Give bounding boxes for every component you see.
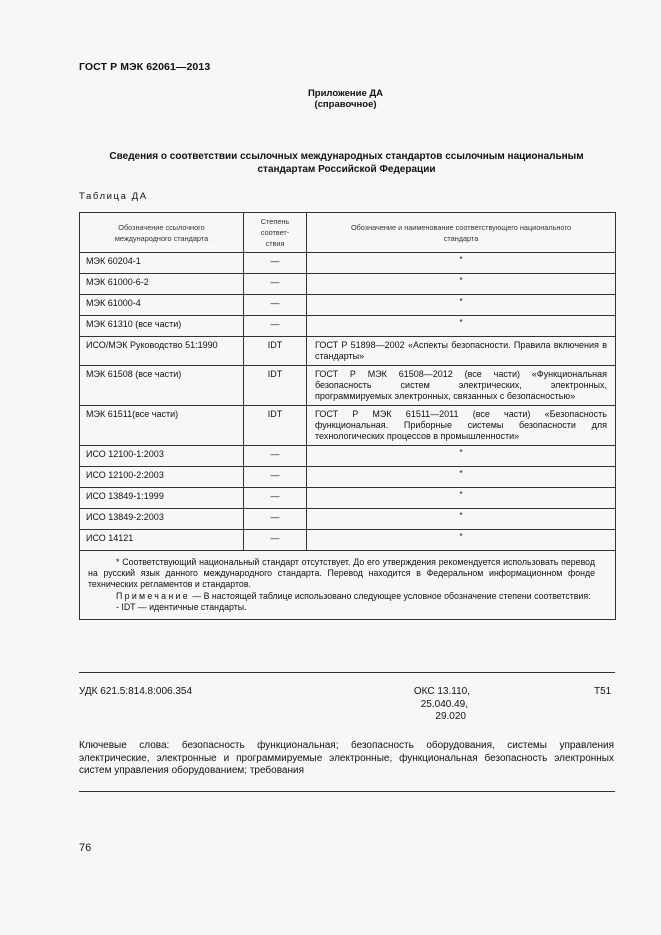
correspondence-table (79, 212, 616, 620)
cell-national: ГОСТ Р МЭК 61511—2011 (все части) «Безопасность функциональная. Приборные системы безопасности для технологических процессов в промышленности» (307, 406, 616, 446)
cell-international: ИСО 12100-2:2003 (80, 467, 244, 488)
cell-national: * (307, 509, 616, 530)
cell-national: ГОСТ Р 51898—2002 «Аспекты безопасности. Правила включения в стандарты» (307, 337, 616, 366)
note-item: - IDT — идентичные стандарты. (116, 601, 247, 612)
table-caption: Таблица ДА (79, 191, 148, 202)
cell-degree: IDT (244, 337, 307, 366)
table-notes-row (80, 551, 616, 620)
table-row (80, 337, 616, 366)
cell-international: МЭК 60204-1 (80, 253, 244, 274)
cell-international: ИСО 12100-1:2003 (80, 446, 244, 467)
oks-line: 25.040.49, (420, 698, 468, 710)
cell-international: МЭК 61000-4 (80, 295, 244, 316)
footer-divider-bottom (79, 791, 615, 792)
cell-degree: — (244, 295, 307, 316)
table-row (80, 509, 616, 530)
cell-degree: — (244, 509, 307, 530)
section-title (79, 150, 614, 176)
udk-code: УДК 621.5:814.8:006.354 (79, 686, 193, 697)
table-row (80, 467, 616, 488)
cell-international: МЭК 61508 (все части) (80, 366, 244, 406)
table-row (80, 274, 616, 295)
cell-national: * (307, 467, 616, 488)
header-degree: Степень соответ-ствия (244, 213, 307, 253)
cell-international: ИСО 14121 (80, 530, 244, 551)
document-header: ГОСТ Р МЭК 62061—2013 (79, 61, 211, 73)
oks-line: 29.020 (435, 711, 466, 722)
cell-degree: — (244, 446, 307, 467)
page-number: 76 (79, 842, 92, 854)
section-title-line1: Сведения о соответствии ссылочных международных стандартов ссылочным национальным (109, 151, 584, 162)
section-title-line2: стандартам Российской Федерации (257, 164, 436, 175)
table-row (80, 530, 616, 551)
footer-divider-top (79, 672, 615, 673)
footnote: * Соответствующий национальный стандарт отсутствует. До его утверждения рекомендуется использовать перевод на русский язык данного международного стандарта. Перевод находится в Федеральном информационном фонде технических регламентов и стандартов. (88, 557, 595, 590)
keywords: Ключевые слова: безопасность функциональная; безопасность оборудования, системы управления электрические, электронные и программируемые электронные, функциональная безопасность электронных систем управления оборудованием; требования (79, 740, 614, 776)
cell-degree: — (244, 488, 307, 509)
table-row (80, 488, 616, 509)
cell-international: МЭК 61000-6-2 (80, 274, 244, 295)
appendix-heading (0, 88, 661, 110)
cell-international: МЭК 61511(все части) (80, 406, 244, 446)
header-national: Обозначение и наименование соответствующего национального стандарта (307, 213, 616, 253)
appendix-title: Приложение ДА (307, 88, 384, 99)
cell-national: ГОСТ Р МЭК 61508—2012 (все части) «Функциональная безопасность систем электрических, электронных, программируемых электронных, связанных с безопасностью» (307, 366, 616, 406)
cell-degree: — (244, 467, 307, 488)
note-text: — В настоящей таблице использовано следующее условное обозначение степени соответствия: (189, 590, 591, 601)
cell-national: * (307, 530, 616, 551)
cell-national: * (307, 253, 616, 274)
header-international: Обозначение ссылочного международного стандарта (80, 213, 244, 253)
cell-degree: — (244, 274, 307, 295)
cell-degree: — (244, 530, 307, 551)
table-notes (80, 551, 616, 620)
cell-degree: — (244, 253, 307, 274)
table-row (80, 406, 616, 446)
table-row (80, 253, 616, 274)
cell-international: МЭК 61310 (все части) (80, 316, 244, 337)
cell-degree: — (244, 316, 307, 337)
table-row (80, 366, 616, 406)
classification-code: Т51 (594, 686, 612, 697)
cell-national: * (307, 488, 616, 509)
note-label: Примечание (116, 590, 190, 601)
table-row (80, 446, 616, 467)
cell-national: * (307, 316, 616, 337)
cell-international: ИСО/МЭК Руководство 51:1990 (80, 337, 244, 366)
cell-international: ИСО 13849-2:2003 (80, 509, 244, 530)
appendix-subtitle: (справочное) (314, 99, 377, 110)
oks-line: ОКС 13.110, (413, 686, 470, 697)
cell-international: ИСО 13849-1:1999 (80, 488, 244, 509)
cell-national: * (307, 446, 616, 467)
cell-degree: IDT (244, 366, 307, 406)
note (88, 591, 595, 602)
cell-national: * (307, 295, 616, 316)
oks-codes (382, 686, 470, 724)
cell-degree: IDT (244, 406, 307, 446)
table-row (80, 295, 616, 316)
table-header-row (80, 213, 616, 253)
table-row (80, 316, 616, 337)
cell-national: * (307, 274, 616, 295)
